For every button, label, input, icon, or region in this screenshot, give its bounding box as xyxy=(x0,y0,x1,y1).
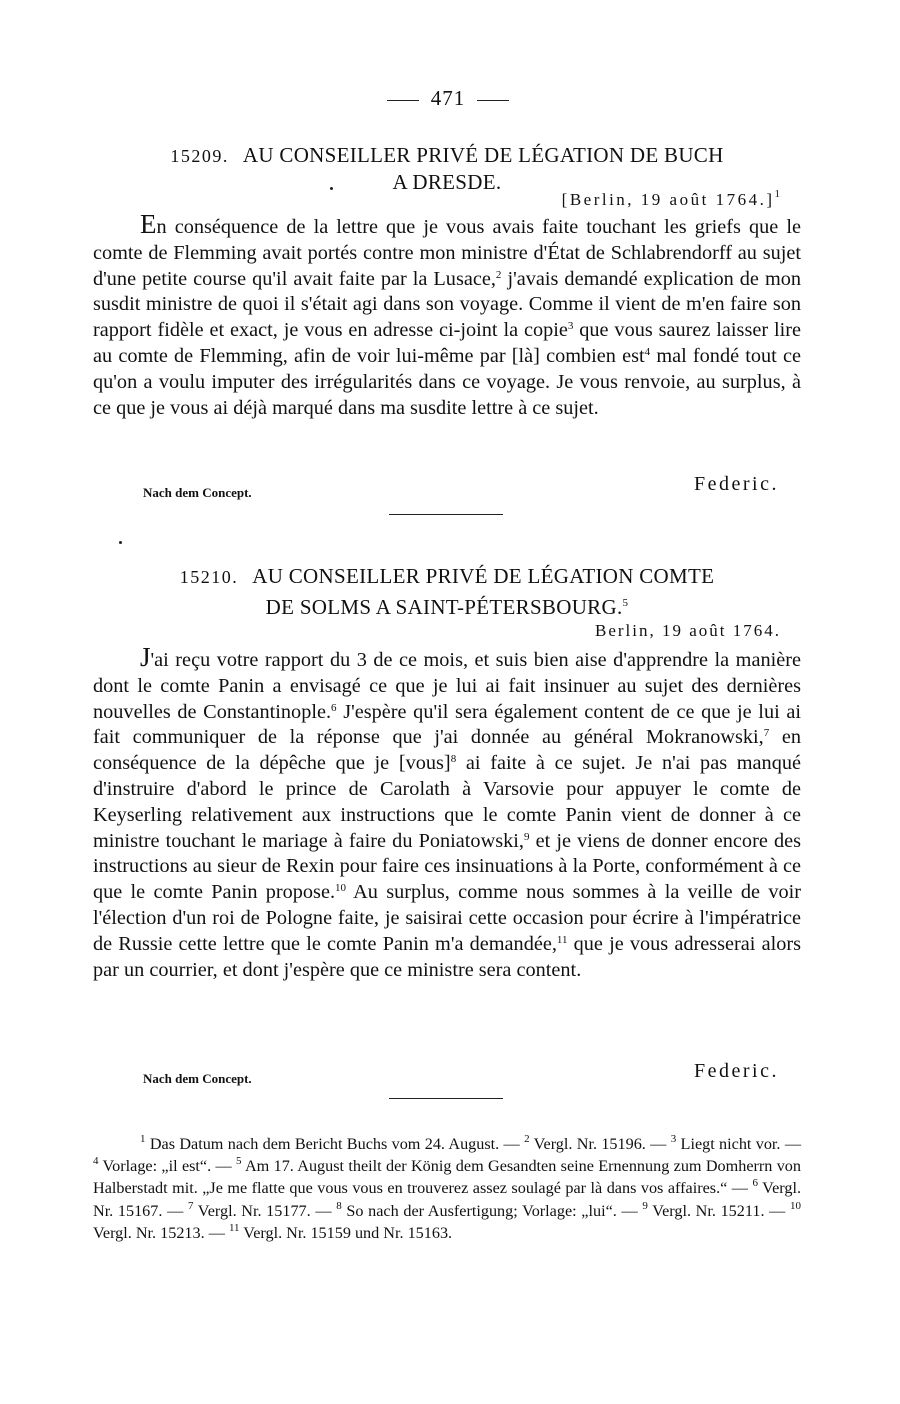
letter-body-15210: J'ai reçu votre rapport du 3 de ce mois, et suis bien aise d'apprendre la manière dont le comte Panin a envisagé ce que je lui ai fait insinuer au sujet des dernières nouvelles de Constantinople.$^6$ J'espère qu'il sera également content de ce que je lui ai fait communiquer de la réponse que j'ai donnée au général Mokranowski,$^7$ en conséquence de la dépêche que je [vous]$^8$ ai faite à ce sujet. Je n'ai pas manqué d'instruire d'abord le prince de Carolath à Varsovie pour appuyer le comte de Keyserling relativement aux instructions que le comte Panin vient de donner à ce ministre touchant le mariage à faire du Poniatowski,$^9$ et je viens de donner encore des instructions au sieur de Rexin pour faire ces insinuations à la Porte, conformément à ce que le comte Panin propose.$^{10}$ Au surplus, comme nous sommes à la veille de voir l'élection d'un roi de Pologne faite, je saisirai cette occasion pour écrire à l'impératrice de Russie cette lettre que le comte Panin m'a demandée,$^{11}$ que je vous adresserai alors par un courrier, et dont j'espère que ce ministre sera content. xyxy=(93,642,802,981)
footnote-ref: 8 xyxy=(450,753,457,766)
footnote-ref: 7 xyxy=(763,727,770,740)
letter-number: 15210. xyxy=(179,567,239,587)
letter-dateline: [Berlin, 19 août 1764.]$^1$ xyxy=(561,188,781,209)
page-number-text: 471 xyxy=(430,86,466,110)
footnote-ref: 1 xyxy=(774,188,781,200)
footnotes xyxy=(93,1133,801,1244)
section-divider xyxy=(389,1098,503,1099)
footnote-ref: 3 xyxy=(567,320,574,333)
letter-heading-line1: 15209. AU CONSEILLER PRIVÉ DE LÉGATION DE BUCH xyxy=(170,143,724,167)
section-divider xyxy=(389,514,503,515)
footnote-ref: 10 xyxy=(335,882,347,895)
signature: Federic. xyxy=(694,473,779,495)
page-number-rule-left xyxy=(387,100,419,101)
letter-number: 15209. xyxy=(170,146,229,166)
drop-cap: J xyxy=(140,642,151,672)
letter-body-15209: En conséquence de la lettre que je vous avais faite touchant les griefs que le comte de Flemming avait portés contre mon ministre d'État de Schlabrendorff au sujet d'une petite course qu'il avait faite par la Lusace,$^2$ j'avais demandé explication de mon susdit ministre de quoi il s'était agi dans son voyage. Comme il vient de m'en faire son rapport fidèle et exact, je vous en adresse ci-joint la copie$^3$ que vous saurez laisser lire au comte de Flemming, afin de voir lui-même par [là] combien est$^4$ mal fondé tout ce qu'on a voulu imputer des irrégularités dans ce voyage. Je vous renvoie, au surplus, à ce que je vous ai déjà marqué dans ma susdite lettre à ce sujet. xyxy=(93,209,802,419)
signature: Federic. xyxy=(694,1060,779,1082)
print-speck xyxy=(119,541,122,544)
letter-heading-line2: A DRESDE. xyxy=(392,170,502,194)
source-note: Nach dem Concept. xyxy=(143,1071,252,1086)
footnote-ref: 11 xyxy=(556,933,568,946)
page-number-rule-right xyxy=(477,100,509,101)
drop-cap: E xyxy=(140,209,157,239)
footnote-ref: 5 xyxy=(622,597,629,609)
footnote-ref: 6 xyxy=(331,701,337,714)
footnote-ref: 9 xyxy=(523,830,530,843)
letter-heading-line1: 15210. AU CONSEILLER PRIVÉ DE LÉGATION COMTE xyxy=(179,564,715,588)
footnote-text: $^1$ Das Datum nach dem Bericht Buchs vom 24. August. — $^2$ Vergl. Nr. 15196. — $^3$ Liegt nicht vor. — $^4$ Vorlage: „il est“. — $^5$ Am 17. August theilt der König dem Gesandten seine Ernennung zum Domherrn von Halberstadt mit. „Je me flatte que vous vous en trouverez assez soulagé par là dans vos affaires.“ — $^6$ Vergl. Nr. 15167. — $^7$ Vergl. Nr. 15177. — $^8$ So nach der Ausfertigung; Vorlage: „lui“. — $^9$ Vergl. Nr. 15211. — $^{10}$ Vergl. Nr. 15213. — $^{11}$ Vergl. Nr. 15159 und Nr. 15163. xyxy=(93,1133,802,1242)
footnote-ref: 4 xyxy=(644,345,651,358)
footnote-ref: 2 xyxy=(495,268,502,281)
letter-dateline: Berlin, 19 août 1764. xyxy=(594,621,781,640)
source-note: Nach dem Concept. xyxy=(143,485,252,500)
page-number xyxy=(363,86,533,111)
letter-heading-line2: DE SOLMS A SAINT-PÉTERSBOURG.$^5$ xyxy=(265,595,629,619)
letter-heading-15210 xyxy=(93,563,801,620)
print-speck xyxy=(330,187,333,190)
